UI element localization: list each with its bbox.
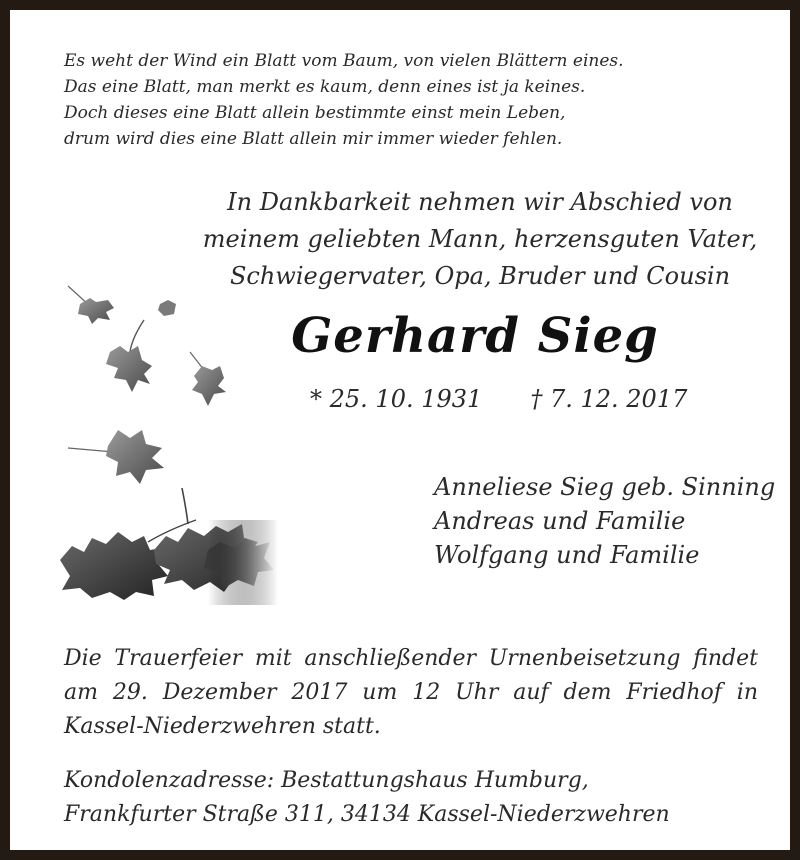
death-date: † 7. 12. 2017 — [530, 385, 688, 413]
leaf-pile-icon — [60, 488, 278, 605]
life-dates — [310, 385, 688, 413]
leaf-icon — [158, 300, 176, 316]
poem-line: Es weht der Wind ein Blatt vom Baum, von vielen Blättern eines. — [64, 51, 624, 71]
leaf-icon — [68, 430, 164, 484]
poem-line: drum wird dies eine Blatt allein mir immer wieder fehlen. — [64, 129, 563, 149]
leaf-icon — [106, 320, 152, 392]
leaf-icon — [68, 286, 114, 324]
intro-line: In Dankbarkeit nehmen wir Abschied von — [227, 188, 733, 216]
leaf-icon — [190, 352, 226, 406]
farewell-intro — [190, 184, 770, 295]
condolence-address — [64, 764, 758, 832]
poem-line: Doch dieses eine Blatt allein bestimmte einst mein Leben, — [64, 103, 566, 123]
condolence-line: Frankfurter Straße 311, 34134 Kassel-Niederzwehren — [64, 802, 670, 827]
mourner-line: Anneliese Sieg geb. Sinning — [434, 473, 776, 501]
intro-line: Schwiegervater, Opa, Bruder und Cousin — [229, 262, 731, 290]
poem-line: Das eine Blatt, man merkt es kaum, denn eines ist ja keines. — [64, 77, 586, 97]
mourner-line: Andreas und Familie — [434, 507, 686, 535]
condolence-line: Kondolenzadresse: Bestattungshaus Humburg, — [64, 768, 589, 793]
poem — [64, 48, 704, 152]
intro-line: meinem geliebten Mann, herzensguten Vater, — [202, 225, 758, 253]
funeral-service-info: Die Trauerfeier mit anschließender Urnenbeisetzung findet am 29. Dezember 2017 um 12 Uhr auf dem Friedhof in Kassel-Niederzwehren statt. — [64, 646, 758, 739]
mourner-line: Wolfgang und Familie — [434, 541, 700, 569]
birth-date: * 25. 10. 1931 — [310, 385, 483, 413]
deceased-name: Gerhard Sieg — [291, 308, 659, 364]
mourners-list — [434, 470, 774, 572]
